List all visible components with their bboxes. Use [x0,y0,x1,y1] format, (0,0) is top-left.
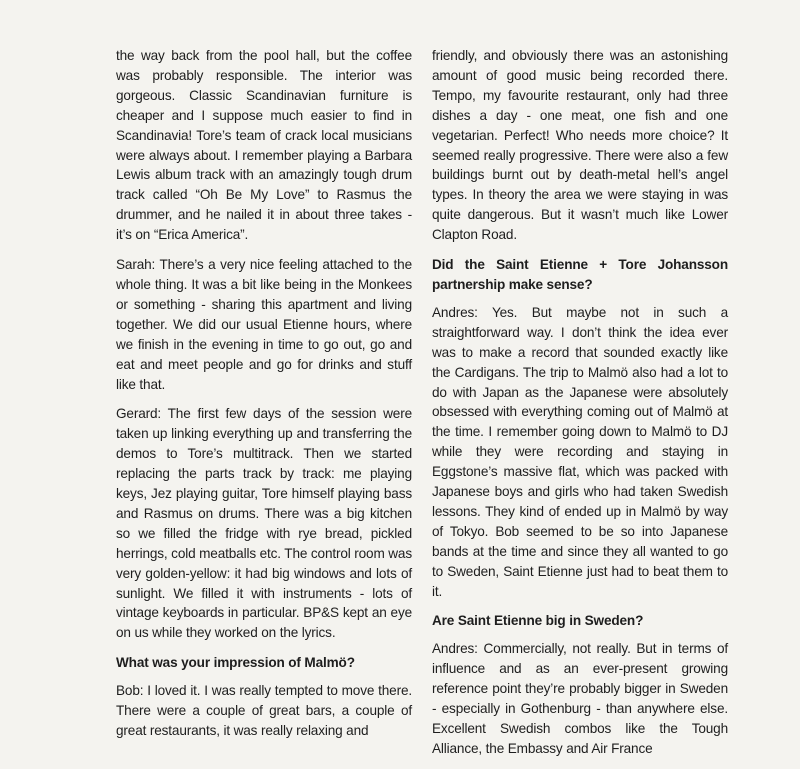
paragraph-andres-yes: Andres: Yes. But maybe not in such a straightforward way. I don’t think the idea ever was to make a record that sounded exactly like the Cardigans. The trip to Malmö also had a lot to do with Japan as the Japanese were absolutely obsessed with everything coming out of Malmö at the time. I remember going down to Malmö to DJ while they were recording and staying in Eggstone’s massive flat, which was packed with Japanese boys and girls who had taken Swedish lessons. They kind of ended up in Malmö by way of Tokyo. Bob seemed to be so into Japanese bands at the time and since they all wanted to go to Sweden, Saint Etienne just had to beat them to it. [432,304,728,599]
heading-impression-malmo: What was your impression of Malmö? [116,655,355,671]
left-column [116,46,412,751]
right-column [432,46,728,769]
paragraph-pool-hall: the way back from the pool hall, but the coffee was probably responsible. The interior was gorgeous. Classic Scandinavian furniture is cheaper and I suppose much easier to find in Scandinavia! Tore’s team of crack local musicians were always about. I remember playing a Barbara Lewis album track with an amazingly tough drum track called “Oh Be My Love” to Rasmus the drummer, and he nailed it in about three takes - it’s on “Erica America”. [116,48,412,243]
heading-partnership: Did the Saint Etienne + Tore Johansson partnership make sense? [432,257,728,292]
paragraph-bob: Bob: I loved it. I was really tempted to move there. There were a couple of great bars, a couple of great restaurants, it was really relaxing and [116,683,412,738]
paragraph-sarah: Sarah: There’s a very nice feeling attached to the whole thing. It was a bit like being in the Monkees or something - sharing this apartment and living together. We did our usual Etienne hours, where we finish in the evening in time to go out, go and eat and meet people and go for drinks and stuff like that. [116,257,412,392]
paragraph-andres-commercially: Andres: Commercially, not really. But in terms of influence and as an ever-present growing reference point they’re probably bigger in Sweden - especially in Gothenburg - than anywhere else. Excellent Swedish combos like the Tough Alliance, the Embassy and Air France [432,641,728,756]
paragraph-friendly: friendly, and obviously there was an astonishing amount of good music being recorded there. Tempo, my favourite restaurant, only had three dishes a day - one meat, one fish and one vegetarian. Perfect! Who needs more choice? It seemed really progressive. There were also a few buildings burnt out by death-metal hell’s angel types. In theory the area we were staying in was quite dangerous. But it wasn’t much like Lower Clapton Road. [432,48,728,243]
paragraph-gerard: Gerard: The first few days of the session were taken up linking everything up and transferring the demos to Tore’s multitrack. Then we started replacing the parts track by track: me playing keys, Jez playing guitar, Tore himself playing bass and Rasmus on drums. There was a big kitchen so we filled the fridge with rye bread, pickled herrings, cold meatballs etc. The control room was very golden-yellow: it had big windows and lots of sunlight. We filled it with instruments - lots of vintage keyboards in particular. BP&S kept an eye on us while they worked on the lyrics. [116,406,412,641]
heading-big-in-sweden: Are Saint Etienne big in Sweden? [432,613,644,629]
